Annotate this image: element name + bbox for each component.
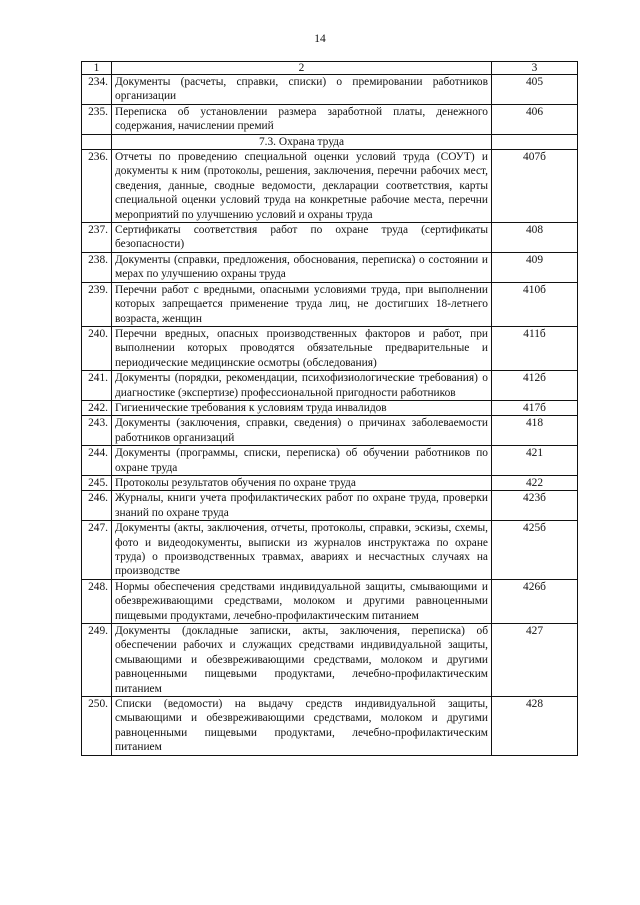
row-document-title: Документы (порядки, рекомендации, психофизиологические требования) о диагностике (экспертизе) профессиональной пригодности работников [112,371,492,401]
row-number: 241. [82,371,112,401]
page-number: 14 [314,33,326,45]
row-document-title: Документы (расчеты, справки, списки) о премировании работников организации [112,75,492,105]
table-row [82,326,578,370]
row-document-title: Журналы, книги учета профилактических работ по охране труда, проверки знаний по охране труда [112,491,492,521]
row-number: 244. [82,446,112,476]
table-row [82,624,578,697]
column-header-number: 1 [82,62,112,75]
table-row [82,252,578,282]
row-article-number: 427 [492,624,578,697]
row-number: 250. [82,697,112,756]
table-header-row [82,62,578,75]
table-row [82,446,578,476]
table-row [82,282,578,326]
section-empty-cell [492,134,578,149]
row-article-number: 409 [492,252,578,282]
row-number: 235. [82,104,112,134]
row-document-title: Перечни вредных, опасных производственных факторов и работ, при выполнении которых проводятся обязательные предварительные и периодические медицинские осмотры (обследования) [112,326,492,370]
row-article-number: 418 [492,416,578,446]
row-article-number: 421 [492,446,578,476]
row-number: 239. [82,282,112,326]
row-number: 242. [82,400,112,415]
table-row [82,150,578,223]
row-number: 248. [82,579,112,623]
row-number: 247. [82,521,112,580]
row-number: 237. [82,223,112,253]
table-row [82,400,578,415]
row-document-title: Документы (акты, заключения, отчеты, протоколы, справки, эскизы, схемы, фото и видеодокументы, выписки из журналов инструктажа по охране труда) о производственных травмах, авариях и несчастных случаях на производстве [112,521,492,580]
row-document-title: Сертификаты соответствия работ по охране труда (сертификаты безопасности) [112,223,492,253]
row-number: 243. [82,416,112,446]
table-row [82,475,578,490]
table-row [82,697,578,756]
row-article-number: 428 [492,697,578,756]
row-document-title: Отчеты по проведению специальной оценки условий труда (СОУТ) и документы к ним (протоколы, решения, заключения, перечни рабочих мест, сведения, данные, сводные ведомости, декларации соответствия, карты специальной оценки условий труда на конкретные рабочие места, перечни мероприятий по улучшению условий и охраны труда [112,150,492,223]
row-article-number: 412б [492,371,578,401]
column-header-title: 2 [112,62,492,75]
row-document-title: Документы (заключения, справки, сведения) о причинах заболеваемости работников организаций [112,416,492,446]
section-title: 7.3. Охрана труда [112,134,492,149]
table-row [82,75,578,105]
row-document-title: Переписка об установлении размера заработной платы, денежного содержания, начислении премий [112,104,492,134]
row-document-title: Документы (справки, предложения, обоснования, переписка) о состоянии и мерах по улучшению охраны труда [112,252,492,282]
row-article-number: 417б [492,400,578,415]
row-article-number: 407б [492,150,578,223]
row-document-title: Списки (ведомости) на выдачу средств индивидуальной защиты, смывающими и обезвреживающими средствами, молоком и другими равноценными пищевыми продуктами, лечебно-профилактическим питанием [112,697,492,756]
table-body [82,75,578,756]
section-header-row [82,134,578,149]
row-number: 236. [82,150,112,223]
table-row [82,223,578,253]
row-article-number: 406 [492,104,578,134]
section-empty-cell [82,134,112,149]
table-row [82,579,578,623]
row-number: 238. [82,252,112,282]
row-article-number: 411б [492,326,578,370]
table-row [82,491,578,521]
row-document-title: Перечни работ с вредными, опасными условиями труда, при выполнении которых запрещается применение труда лиц, не достигших 18-летнего возраста, женщин [112,282,492,326]
column-header-article: 3 [492,62,578,75]
row-number: 240. [82,326,112,370]
row-number: 246. [82,491,112,521]
row-article-number: 425б [492,521,578,580]
row-article-number: 405 [492,75,578,105]
row-document-title: Гигиенические требования к условиям труда инвалидов [112,400,492,415]
table-row [82,371,578,401]
row-article-number: 422 [492,475,578,490]
table-row [82,104,578,134]
table-row [82,416,578,446]
row-article-number: 426б [492,579,578,623]
row-number: 249. [82,624,112,697]
row-document-title: Протоколы результатов обучения по охране труда [112,475,492,490]
table-row [82,521,578,580]
row-document-title: Документы (докладные записки, акты, заключения, переписка) об обеспечении рабочих и служащих средствами индивидуальной защиты, смывающими и обезвреживающими средствами, молоком и другими равноценными пищевыми продуктами, лечебно-профилактическим питанием [112,624,492,697]
row-number: 245. [82,475,112,490]
row-article-number: 423б [492,491,578,521]
row-document-title: Нормы обеспечения средствами индивидуальной защиты, смывающими и обезвреживающими средствами, молоком и другими равноценными пищевыми продуктами, лечебно-профилактическим питанием [112,579,492,623]
row-number: 234. [82,75,112,105]
row-article-number: 408 [492,223,578,253]
row-article-number: 410б [492,282,578,326]
row-document-title: Документы (программы, списки, переписка) об обучении работников по охране труда [112,446,492,476]
records-table [81,61,578,756]
